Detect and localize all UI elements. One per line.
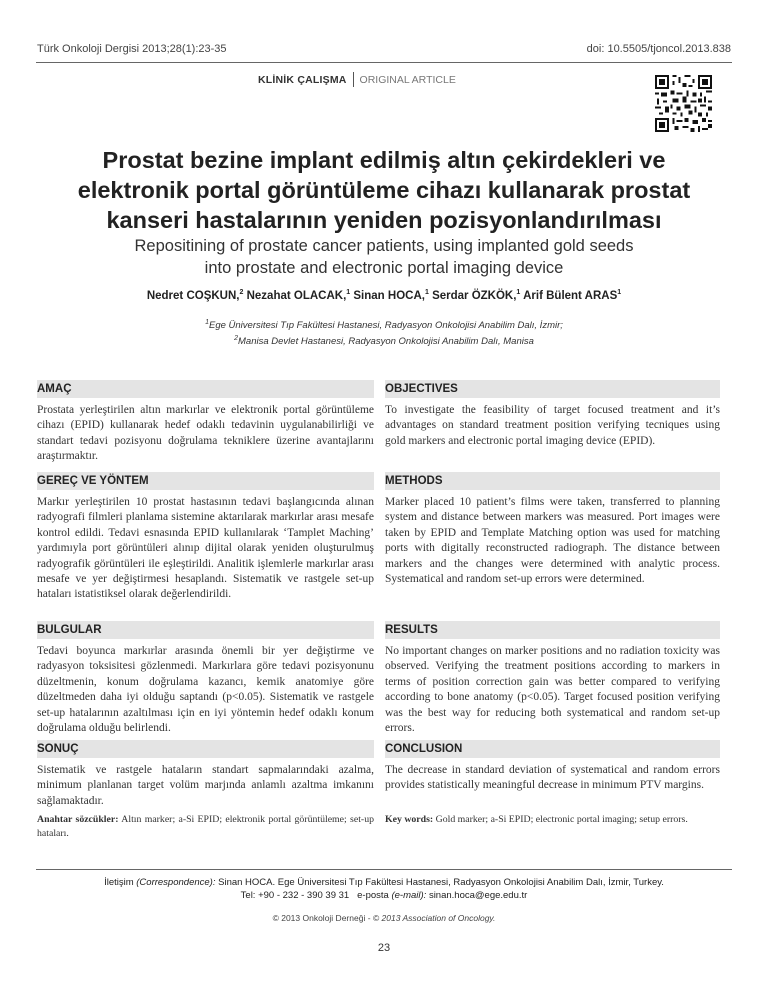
author-affil-sup: 1 xyxy=(617,289,622,296)
affil-text: Ege Üniversitesi Tıp Fakültesi Hastanesi, Radyasyon Onkolojisi Anabilim Dalı, İzmir; xyxy=(208,320,563,332)
title-line: elektronik portal görüntüleme cihazı kullanarak prostat xyxy=(77,177,691,203)
copyright-tr: © 2013 Onkoloji Derneği - xyxy=(272,913,371,923)
title-line: Prostat bezine implant edilmiş altın çekirdekleri ve xyxy=(102,147,666,173)
article-type-divider xyxy=(353,72,354,87)
author-affil-sup: 1 xyxy=(424,289,429,296)
correspondence-label: İletişim xyxy=(104,877,134,888)
keywords-en-text: Gold marker; a-Si EPID; electronic portal imaging; setup errors. xyxy=(435,814,688,825)
author-affil-sup: 1 xyxy=(346,289,351,296)
article-title-en xyxy=(30,235,738,279)
doi: doi: 10.5505/tjoncol.2013.838 xyxy=(586,43,731,55)
affil-sup: 2 xyxy=(234,335,239,343)
header-rule xyxy=(36,62,732,63)
heading-conclusion: CONCLUSION xyxy=(385,740,720,758)
affiliation-line xyxy=(30,316,738,332)
affil-text: Manisa Devlet Hastanesi, Radyasyon Onkolojisi Anabilim Dalı, Manisa xyxy=(238,336,534,348)
footer-rule xyxy=(36,869,732,870)
abstract-tr-results: Tedavi boyunca markırlar arasında önemli bir yer değiştirme ve radyasyon toksisitesi gözlenmedi. Markırlara göre tedavi pozisyonunu düzeltmenin, konum doğrulama kazancı, kemik anatomiye göre düzeltmeden daha iyi olduğu saptandı (p<0.05). Sistematik ve rastgele set-up hatalarının azaltılması için en iyi yöntemin hedef odaklı konum doğrulama olduğu belirlendi. xyxy=(37,645,374,735)
author-affil-sup: 1 xyxy=(516,289,521,296)
heading-bulgular: BULGULAR xyxy=(37,621,374,639)
author-name: Arif Bülent ARAS xyxy=(523,289,618,302)
affiliations xyxy=(30,316,738,348)
heading-gerec-yontem: GEREÇ VE YÖNTEM xyxy=(37,472,374,490)
title-line: kanseri hastalarının yeniden pozisyonlandırılması xyxy=(106,207,662,233)
article-type-tr: KLİNİK ÇALIŞMA xyxy=(258,73,347,86)
heading-methods: METHODS xyxy=(385,472,720,490)
correspondence-text: Sinan HOCA. Ege Üniversitesi Tıp Fakültesi Hastanesi, Radyasyon Onkolojisi Anabilim Dalı, İzmir, Turkey. xyxy=(218,877,664,888)
abstract-en-results: No important changes on marker positions and no radiation toxicity was observed. Verifying the treatment positions according to markers in terms of position correction gain was better compared to verifying according to bone anatomy (p<0.05). Target focused position verifying was the best way for reducing both systematical and random set-up errors. xyxy=(385,645,720,735)
author-name: Nedret COŞKUN, xyxy=(146,289,240,302)
author-name: Serdar ÖZKÖK, xyxy=(432,289,517,302)
heading-sonuc: SONUÇ xyxy=(37,740,374,758)
copyright-en: © 2013 Association of Oncology. xyxy=(372,913,496,923)
keywords-en-label: Key words: xyxy=(385,814,434,825)
heading-objectives: OBJECTIVES xyxy=(385,380,720,398)
page-number: 23 xyxy=(377,942,391,954)
author-name: Sinan HOCA, xyxy=(353,289,425,302)
email-label: e-posta xyxy=(357,890,389,901)
email-label-en: (e-mail): xyxy=(391,890,427,901)
correspondence-label-en: (Correspondence): xyxy=(136,877,216,888)
article-title-tr xyxy=(30,145,738,235)
heading-results: RESULTS xyxy=(385,621,720,639)
correspondence-tel: Tel: +90 - 232 - 390 39 31 xyxy=(240,890,350,901)
keywords-en xyxy=(385,813,720,827)
abstract-en-conclusion: The decrease in standard deviation of systematical and random errors provides statistically meaningful decrease in minimum PTV margins. xyxy=(385,764,720,792)
article-type xyxy=(258,72,456,87)
article-type-en: ORIGINAL ARTICLE xyxy=(359,73,456,86)
abstract-tr-aim: Prostata yerleştirilen altın markırlar ve elektronik portal görüntüleme cihazı (EPID) kullanarak hedef odaklı tedavinin uygulanabilirliği ve standart tedavi pozisyonu doğrulama tekniklere üzerine avantajlarını araştırmaktır. xyxy=(37,404,374,463)
author-list xyxy=(30,289,738,302)
author-name: Nezahat OLACAK, xyxy=(246,289,347,302)
keywords-tr-label: Anahtar sözcükler: xyxy=(37,814,119,825)
author-affil-sup: 2 xyxy=(239,289,244,296)
correspondence xyxy=(30,876,738,902)
subtitle-line: into prostate and electronic portal imaging device xyxy=(204,259,564,277)
abstract-tr-methods: Markır yerleştirilen 10 prostat hastasının tedavi başlangıcında alınan radyografi filmleri planlama sistemine aktarılarak markırlar arası mesafe kontrol edildi. Tedavi esnasında EPID kullanılarak ‘Tamplet Maching’ yardımıyla port görüntüleri alınıp dijital olarak yeniden oluşturulmuş radyografik görüntüleri ile eşleştirildi. Analitik işlemlerle markırlar arası mesafe ve yer değiştirmesi hesaplandı. Sistematik ve rastgele set-up hataları istatistiksel olarak değerlendirildi. xyxy=(37,496,374,601)
abstract-en-methods: Marker placed 10 patient’s films were taken, transferred to planning system and distance between markers was measured. Port images were taken by EPID and Template Matching option was used for matching ports with digitally reconstructed radiograph. The distance between markers and the changes were determined with analytic process. Systematical and random set-up errors were determined. xyxy=(385,496,720,586)
journal-citation: Türk Onkoloji Dergisi 2013;28(1):23-35 xyxy=(37,43,227,55)
qr-code-icon xyxy=(655,75,712,132)
correspondence-line xyxy=(30,876,738,889)
abstract-en-aim: To investigate the feasibility of target focused treatment and it’s advantages on standard treatment position verifying tecniques using gold markers and electronic portal imaging device (EPID). xyxy=(385,404,720,447)
email-address[interactable]: sinan.hoca@ege.edu.tr xyxy=(428,890,528,901)
copyright xyxy=(30,913,738,923)
abstract-tr-conclusion: Sistematik ve rastgele hataların standart sapmalarındaki azalma, minimum planlanan target volüm marjında anlamlı azaltma imkanını sağlamaktadır. xyxy=(37,764,374,807)
keywords-tr-text: Altın marker; a-Si EPID; elektronik portal görüntüleme; set-up hataları. xyxy=(37,814,374,839)
heading-amac: AMAÇ xyxy=(37,380,374,398)
keywords-tr xyxy=(37,813,374,840)
affiliation-line xyxy=(30,332,738,348)
affil-sup: 1 xyxy=(205,319,209,326)
correspondence-contact xyxy=(30,889,738,902)
subtitle-line: Repositining of prostate cancer patients, using implanted gold seeds xyxy=(134,237,634,255)
